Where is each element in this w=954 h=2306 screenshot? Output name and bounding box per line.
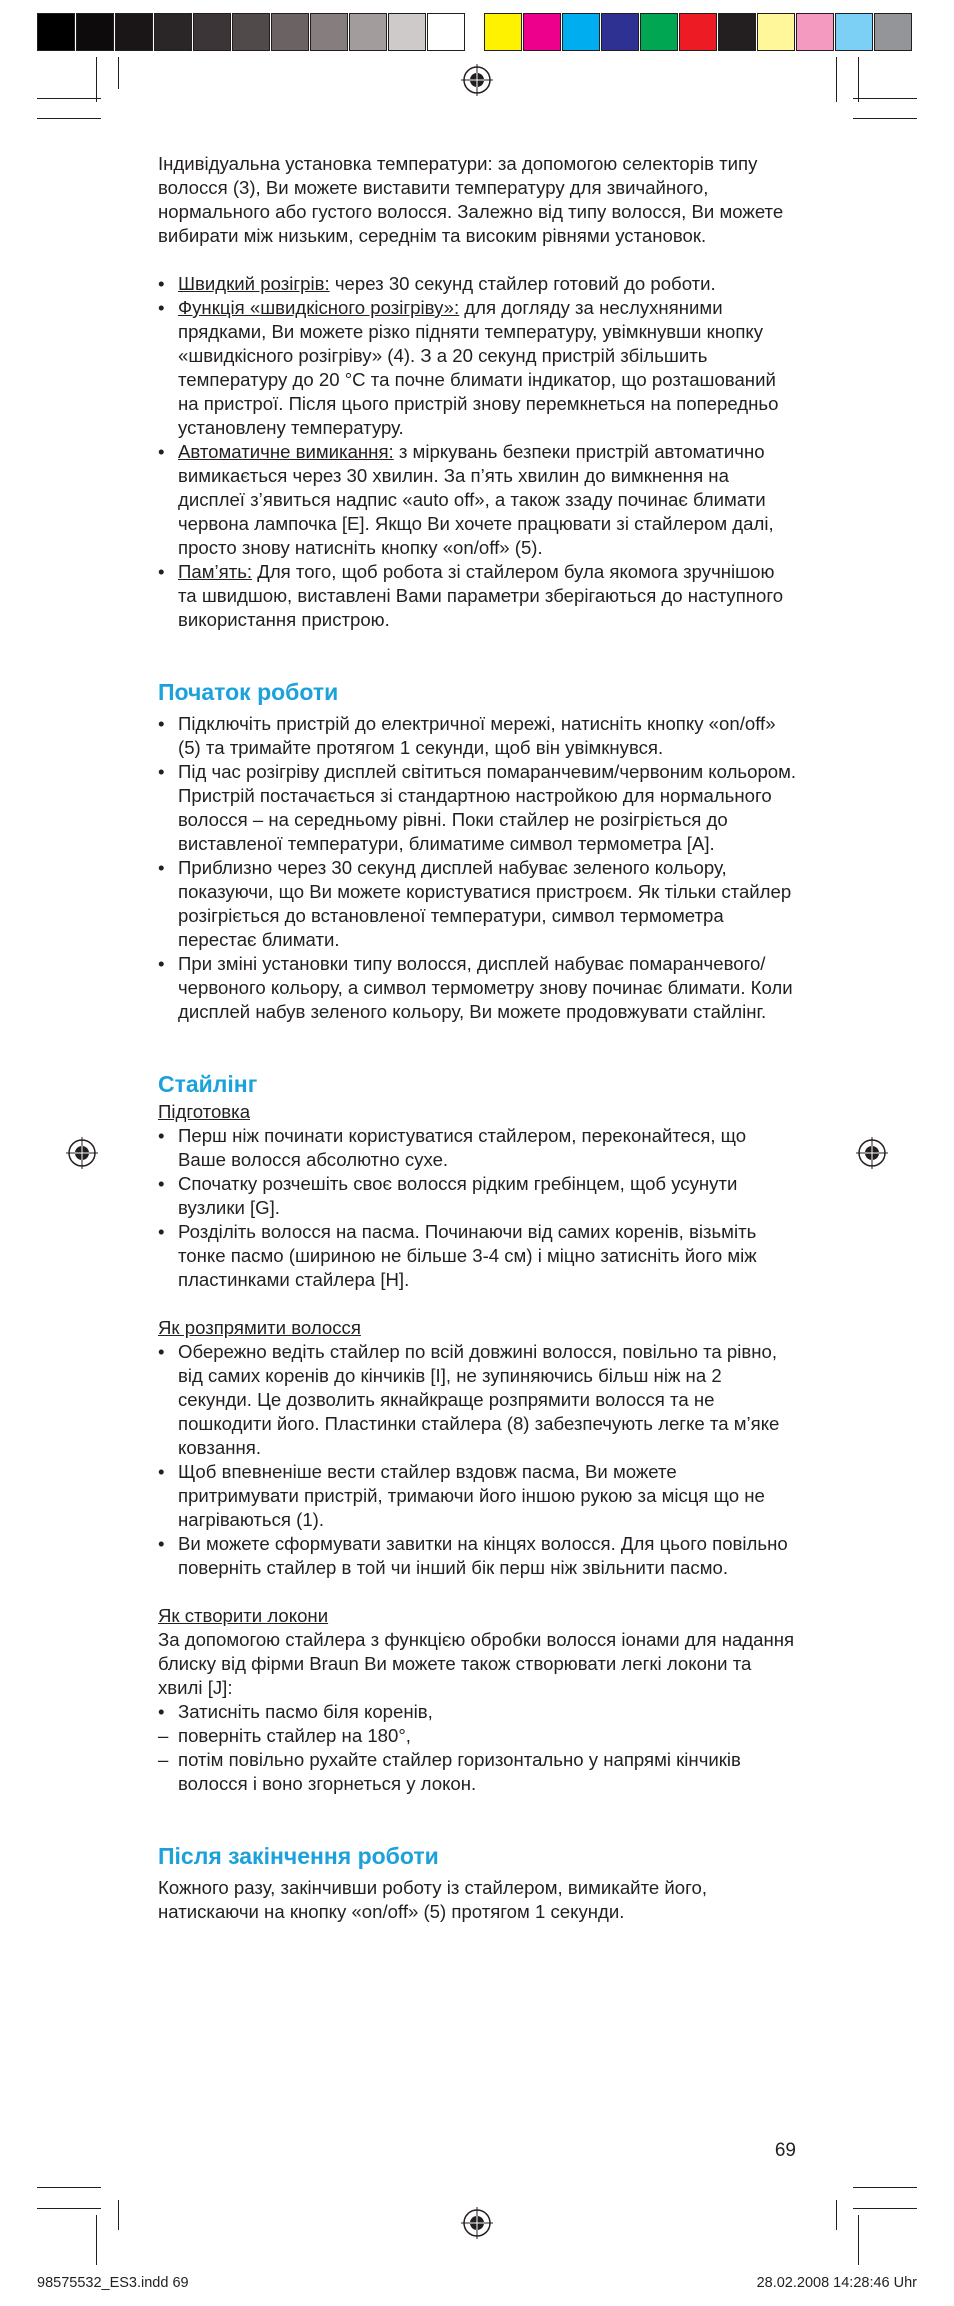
crop-mark bbox=[836, 57, 837, 102]
color-swatch bbox=[562, 13, 600, 51]
gray-swatch bbox=[115, 13, 153, 51]
registration-mark-icon bbox=[66, 1137, 98, 1169]
color-swatch bbox=[796, 13, 834, 51]
crop-mark bbox=[853, 98, 917, 99]
registration-mark-icon bbox=[856, 1137, 888, 1169]
color-swatch bbox=[484, 13, 522, 51]
list-item: • Функція «швидкісного розігріву»: для догляду за неслухняними прядками, Ви можете різко підняти температуру, увімкнувши кнопку «швидкісного розігріву» (4). З а 20 секунд пристрій збільшить температуру до 20 °C та почне блимати індикатор, що розташований на пристрої. Після цього пристрій знову перемкнеться на попередньо установлену температуру. bbox=[158, 297, 779, 438]
crop-mark bbox=[853, 2208, 917, 2209]
crop-mark bbox=[118, 57, 119, 89]
color-swatch bbox=[523, 13, 561, 51]
gray-swatch bbox=[427, 13, 465, 51]
page-content bbox=[158, 152, 798, 1924]
list-item: • Щоб впевненіше вести стайлер вздовж пасма, Ви можете притримувати пристрій, тримаючи його іншою рукою за місця що не нагріваються (1). bbox=[158, 1461, 765, 1530]
list-item: • Ви можете сформувати завитки на кінцях волосся. Для цього повільно поверніть стайлер в той чи інший бік перш ніж звільнити пасмо. bbox=[158, 1533, 788, 1578]
crop-mark bbox=[96, 57, 97, 102]
crop-mark bbox=[836, 2200, 837, 2230]
intro-paragraph: Індивідуальна установка температури: за допомогою селекторів типу волосся (3), Ви можете виставити температуру для звичайного, нормального або густого волосся. Залежно від типу волосся, Ви можете вибирати між низьким, середнім та високим рівнями установок. bbox=[158, 153, 784, 246]
list-item: – поверніть стайлер на 180°, bbox=[158, 1725, 411, 1746]
features-list bbox=[158, 272, 798, 632]
crop-mark bbox=[853, 118, 917, 119]
crop-mark bbox=[858, 2215, 859, 2265]
color-swatch bbox=[640, 13, 678, 51]
list-item: • Обережно ведіть стайлер по всій довжині волосся, повільно та рівно, від самих коренів до кінчиків [I], не зупиняючись більш ніж на 2 секунди. Це дозволить якнайкраще розпрямити волосся та не пошкодити його. Пластинки стайлера (8) забезпечують легке та м’яке ковзання. bbox=[158, 1341, 780, 1458]
straighten-list bbox=[158, 1340, 798, 1580]
list-item: • Під час розігріву дисплей світиться помаранчевим/червоним кольором. Пристрій постачається зі стандартною настройкою для нормального волосся – на середньому рівні. Поки стайлер не розігріється до виставленої температури, блиматиме символ термометра [A]. bbox=[158, 761, 797, 854]
color-swatch bbox=[601, 13, 639, 51]
gray-swatch bbox=[271, 13, 309, 51]
color-swatch bbox=[835, 13, 873, 51]
registration-mark-icon bbox=[461, 2207, 493, 2239]
gray-swatch bbox=[76, 13, 114, 51]
list-item: • Автоматичне вимикання: з міркувань безпеки пристрій автоматично вимикається через 30 хвилин. За п’ять хвилин до вимкнення на дисплеї з’явиться надпис «auto off», а також ззаду починає блимати червона лампочка [E]. Якщо Ви хочете працювати зі стайлером далі, просто знову натисніть кнопку «on/off» (5). bbox=[158, 441, 774, 558]
registration-mark-icon bbox=[461, 64, 493, 96]
color-bar-grayscale bbox=[37, 13, 466, 53]
start-list bbox=[158, 712, 798, 1024]
list-item: – потім повільно рухайте стайлер горизонтально у напрямі кінчиків волосся і воно згорнеться у локон. bbox=[158, 1749, 741, 1794]
color-swatch bbox=[679, 13, 717, 51]
color-bar-process bbox=[484, 13, 913, 53]
preparation-list bbox=[158, 1124, 798, 1292]
list-item: • Спочатку розчешіть своє волосся рідким гребінцем, щоб усунути вузлики [G]. bbox=[158, 1173, 738, 1218]
list-item: • Приблизно через 30 секунд дисплей набуває зеленого кольору, показуючи, що Ви можете користуватися пристроєм. Як тільки стайлер розігріється до встановленої температури, символ термометра перестає блимати. bbox=[158, 857, 792, 950]
subheading-curls: Як створити локони bbox=[158, 1605, 329, 1626]
list-item: • Підключіть пристрій до електричної мережі, натисніть кнопку «on/off» (5) та тримайте протягом 1 секунди, щоб він увімкнувся. bbox=[158, 713, 776, 758]
footer-timestamp: 28.02.2008 14:28:46 Uhr bbox=[756, 2275, 917, 2291]
crop-mark bbox=[118, 2200, 119, 2230]
section-heading-after: Після закінчення роботи bbox=[158, 1843, 439, 1869]
list-item: • Перш ніж починати користуватися стайлером, переконайтеся, що Ваше волосся абсолютно сухе. bbox=[158, 1125, 747, 1170]
footer-file-info: 98575532_ES3.indd 69 bbox=[37, 2275, 189, 2291]
section-heading-styling: Стайлінг bbox=[158, 1071, 258, 1097]
crop-mark bbox=[96, 2215, 97, 2265]
list-item: • Пам’ять: Для того, щоб робота зі стайлером була якомога зручнішою та швидшою, виставлені Вами параметри зберігаються до наступного використання пристрою. bbox=[158, 561, 784, 630]
gray-swatch bbox=[232, 13, 270, 51]
gray-swatch bbox=[349, 13, 387, 51]
after-paragraph: Кожного разу, закінчивши роботу із стайлером, вимикайте його, натискаючи на кнопку «on/off» (5) протягом 1 секунди. bbox=[158, 1877, 707, 1922]
gray-swatch bbox=[193, 13, 231, 51]
crop-mark bbox=[37, 2187, 101, 2188]
gray-swatch bbox=[388, 13, 426, 51]
section-heading-start: Початок роботи bbox=[158, 679, 339, 705]
gray-swatch bbox=[154, 13, 192, 51]
crop-mark bbox=[858, 57, 859, 102]
crop-mark bbox=[37, 2208, 101, 2209]
color-swatch bbox=[718, 13, 756, 51]
crop-mark bbox=[37, 98, 101, 99]
curls-intro: За допомогою стайлера з функцією обробки волосся іонами для надання блиску від фірми Braun Ви можете також створювати легкі локони та хвилі [J]: bbox=[158, 1629, 795, 1698]
page-number: 69 bbox=[774, 2140, 796, 2161]
subheading-straighten: Як розпрямити волосся bbox=[158, 1317, 361, 1338]
list-item: • Розділіть волосся на пасма. Починаючи від самих коренів, візьміть тонке пасмо (шириною не більше 3-4 см) і міцно затисніть його між пластинками стайлера [H]. bbox=[158, 1221, 757, 1290]
list-item: • Швидкий розігрів: через 30 секунд стайлер готовий до роботи. bbox=[158, 273, 716, 294]
curls-list bbox=[158, 1700, 798, 1796]
gray-swatch bbox=[310, 13, 348, 51]
crop-mark bbox=[853, 2187, 917, 2188]
subheading-preparation: Підготовка bbox=[158, 1101, 251, 1122]
list-item: • При зміні установки типу волосся, дисплей набуває помаранчевого/червоного кольору, а символ термометру знову починає блимати. Коли дисплей набув зеленого кольору, Ви можете продовжувати стайлінг. bbox=[158, 953, 793, 1022]
list-item: • Затисніть пасмо біля коренів, bbox=[158, 1701, 433, 1722]
gray-swatch bbox=[37, 13, 75, 51]
crop-mark bbox=[37, 118, 101, 119]
color-swatch bbox=[757, 13, 795, 51]
color-swatch bbox=[874, 13, 912, 51]
